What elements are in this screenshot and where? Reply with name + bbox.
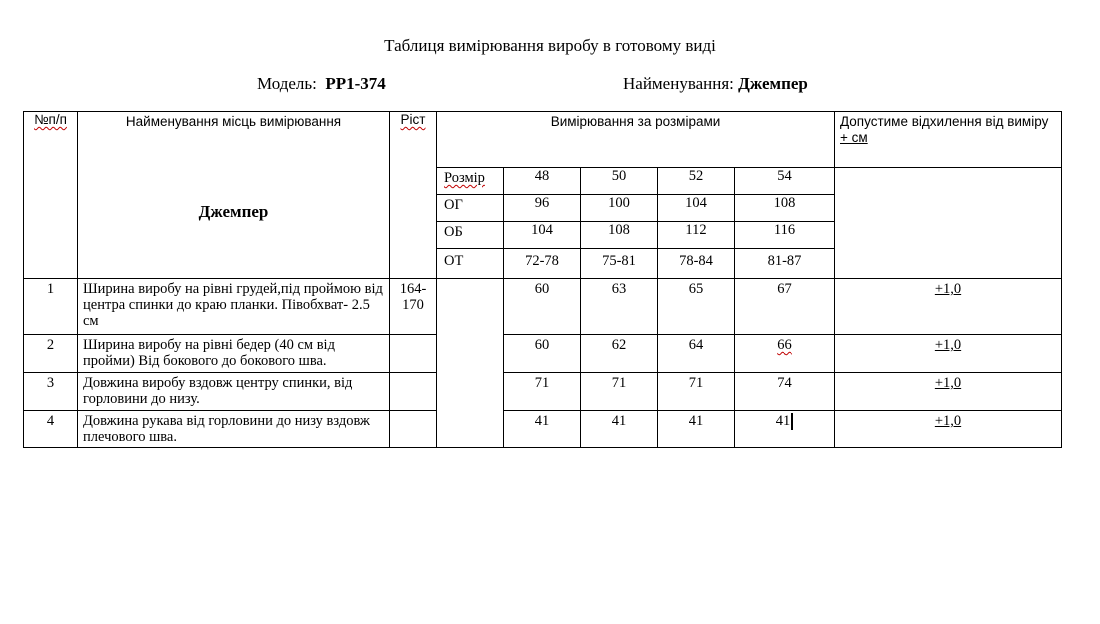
row-value: 60 <box>504 279 581 335</box>
row-desc: Довжина рукава від горловини до низу вздовж плечового шва. <box>78 411 390 448</box>
header-tolerance <box>835 112 1062 168</box>
size-cell: 112 <box>658 222 735 249</box>
row-tolerance: +1,0 <box>835 373 1062 411</box>
model-value: РР1-374 <box>325 74 386 93</box>
size-row-label: Розмір <box>437 168 504 195</box>
row-tolerance: +1,0 <box>835 279 1062 335</box>
row-num: 2 <box>24 335 78 373</box>
product-name-label: Найменування: <box>623 74 734 93</box>
table-row <box>24 373 1062 411</box>
size-cell: 104 <box>504 222 581 249</box>
model-label: Модель: <box>257 74 317 93</box>
product-heading: Джемпер <box>198 202 269 221</box>
table-row <box>24 335 1062 373</box>
size-cell: 54 <box>735 168 835 195</box>
row-tolerance: +1,0 <box>835 335 1062 373</box>
row-num: 3 <box>24 373 78 411</box>
size-cell: 50 <box>581 168 658 195</box>
row-value: 71 <box>504 373 581 411</box>
size-cell: 75-81 <box>581 249 658 279</box>
row-value: 60 <box>504 335 581 373</box>
size-cell: 52 <box>658 168 735 195</box>
row-value: 66 <box>735 335 835 373</box>
size-cell: 78-84 <box>658 249 735 279</box>
header-places-label: Найменування місць вимірювання <box>125 114 342 129</box>
table-row <box>24 411 1062 448</box>
size-cell: 81-87 <box>735 249 835 279</box>
row-value: 63 <box>581 279 658 335</box>
row-value: 41 <box>658 411 735 448</box>
header-tolerance-unit: + см <box>840 130 868 145</box>
product-name-line <box>623 74 808 94</box>
header-row <box>24 112 1062 168</box>
measurement-table <box>23 111 1062 448</box>
table-row <box>24 279 1062 335</box>
size-cell: 104 <box>658 195 735 222</box>
row-value: 41 <box>581 411 658 448</box>
product-name-value: Джемпер <box>738 74 808 93</box>
size-row-label: ОГ <box>437 195 504 222</box>
size-cell: 48 <box>504 168 581 195</box>
size-row-label: ОБ <box>437 222 504 249</box>
row-value: 74 <box>735 373 835 411</box>
height-empty <box>390 411 437 448</box>
row-value-text: 41 <box>775 413 791 429</box>
document-title: Таблиця вимірювання виробу в готовому виді <box>384 36 716 55</box>
row-num: 1 <box>24 279 78 335</box>
tolerance-header-spacer <box>835 168 1062 279</box>
size-cell: 72-78 <box>504 249 581 279</box>
header-sizes: Вимірювання за розмірами <box>437 112 835 168</box>
model-line <box>257 74 386 94</box>
header-num <box>24 112 78 279</box>
row-value: 65 <box>658 279 735 335</box>
row-desc: Ширина виробу на рівні бедер (40 см від пройми) Від бокового до бокового шва. <box>78 335 390 373</box>
row-num: 4 <box>24 411 78 448</box>
row-value: 64 <box>658 335 735 373</box>
row-value[interactable] <box>735 411 835 448</box>
text-cursor <box>791 413 793 430</box>
row-value: 62 <box>581 335 658 373</box>
row-value: 41 <box>504 411 581 448</box>
header-tolerance-label: Допустиме відхилення від виміру <box>840 114 1049 129</box>
size-cell: 116 <box>735 222 835 249</box>
height-empty <box>390 335 437 373</box>
size-cell: 108 <box>735 195 835 222</box>
row-value: 67 <box>735 279 835 335</box>
height-value: 164-170 <box>390 279 437 335</box>
row-desc: Ширина виробу на рівні грудей,під проймою від центра спинки до краю планки. Півобхват- 2.5 см <box>78 279 390 335</box>
row-desc: Довжина виробу вздовж центру спинки, від горловини до низу. <box>78 373 390 411</box>
row-value: 71 <box>658 373 735 411</box>
header-places <box>78 112 390 279</box>
size-cell: 96 <box>504 195 581 222</box>
header-num-label: №п/п <box>34 112 67 127</box>
size-row-label: ОТ <box>437 249 504 279</box>
height-empty <box>390 373 437 411</box>
row-tolerance: +1,0 <box>835 411 1062 448</box>
header-height <box>390 112 437 279</box>
size-cell: 108 <box>581 222 658 249</box>
header-height-label: Ріст <box>400 112 426 127</box>
size-cell: 100 <box>581 195 658 222</box>
row-value: 71 <box>581 373 658 411</box>
size-label-spacer <box>437 279 504 448</box>
